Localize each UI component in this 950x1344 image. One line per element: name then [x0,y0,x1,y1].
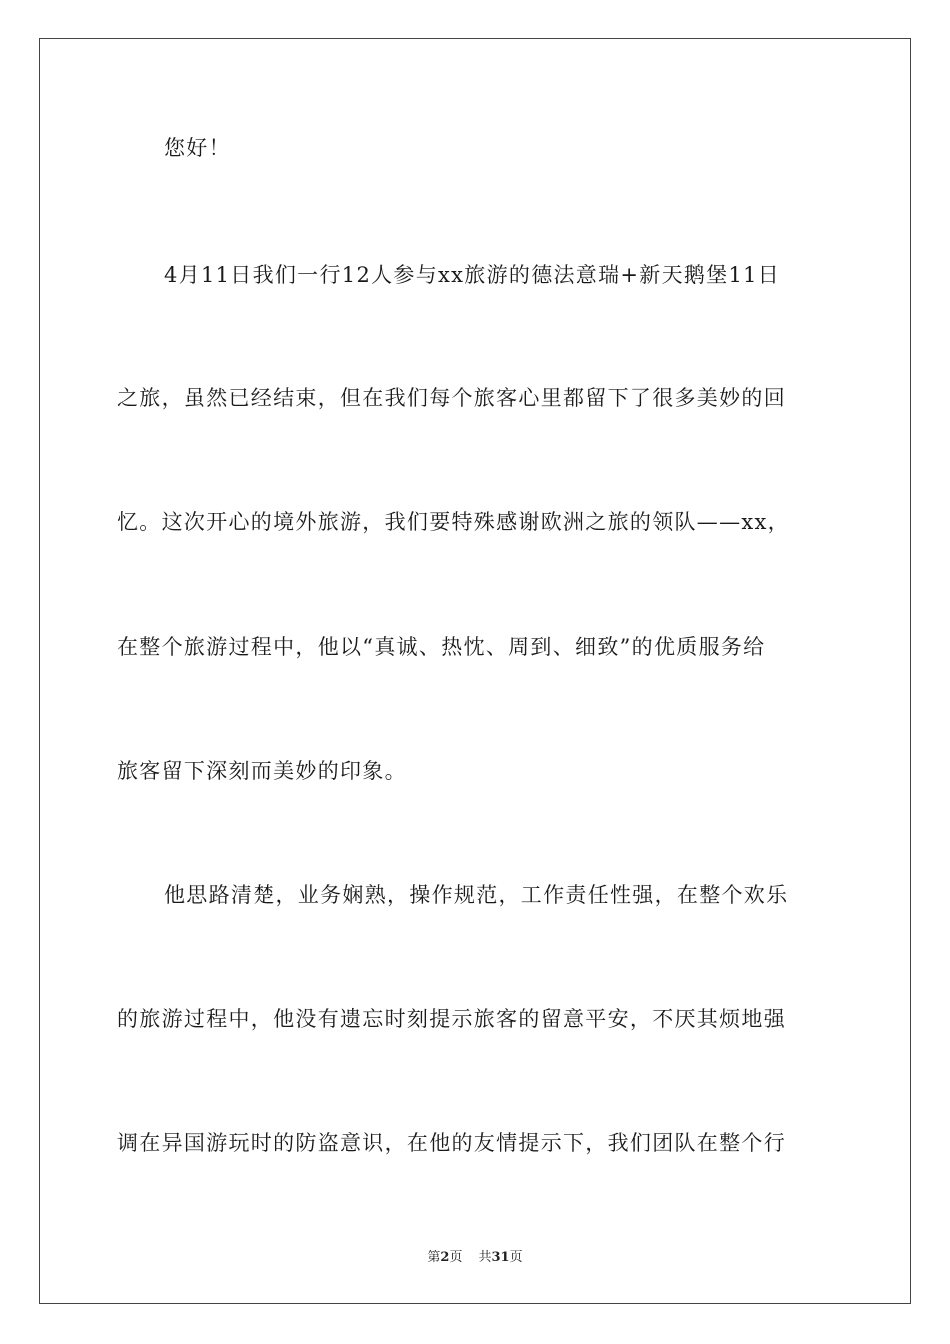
paragraph-2-line-3: 调在异国游玩时的防盗意识，在他的友情提示下，我们团队在整个行 [117,1131,786,1155]
paragraph-1-line-2: 之旅，虽然已经结束，但在我们每个旅客心里都留下了很多美妙的回 [117,386,786,410]
total-pages: 31 [491,1250,510,1265]
page-suffix: 页 [449,1250,463,1265]
total-suffix: 页 [509,1250,523,1265]
paragraph-2-line-2: 的旅游过程中，他没有遗忘时刻提示旅客的留意平安，不厌其烦地强 [117,1007,786,1031]
paragraph-2-line-1: 他思路清楚，业务娴熟，操作规范，工作责任性强，在整个欢乐 [164,883,789,907]
paragraph-1-line-5: 旅客留下深刻而美妙的印象。 [117,759,407,783]
paragraph-1-line-4: 在整个旅游过程中，他以“真诚、热忱、周到、细致”的优质服务给 [117,635,766,659]
page-footer [0,1246,950,1265]
paragraph-1-line-3: 忆。这次开心的境外旅游，我们要特殊感谢欧洲之旅的领队——xx， [117,510,790,534]
total-prefix: 共 [478,1250,492,1265]
page-prefix: 第 [427,1250,441,1265]
greeting: 您好！ [164,136,231,160]
paragraph-1-line-1: 4月11日我们一行12人参与xx旅游的德法意瑞+新天鹅堡11日 [164,263,781,287]
page-border [39,38,911,1304]
page-current: 2 [440,1250,450,1265]
